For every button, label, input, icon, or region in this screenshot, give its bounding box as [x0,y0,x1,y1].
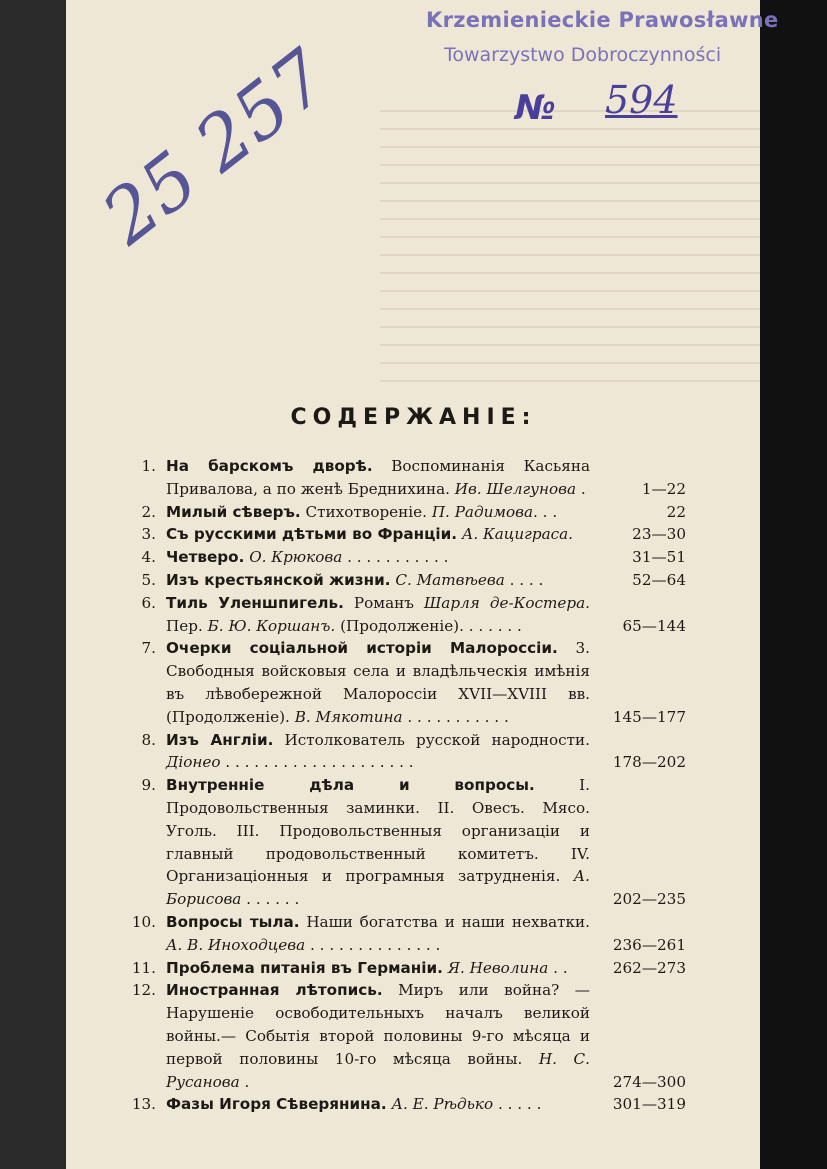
entry-author: Н. С. Русанова [166,1049,590,1091]
entry-text: Романъ [343,593,424,612]
entry-body [166,592,590,638]
stamp-number-label: № [515,88,556,128]
entry-translator: Б. Ю. Коршанъ. [207,616,336,635]
entry-pages: 1—22 [641,479,686,498]
entry-leader: . . . . . . . . . . . . . . . . . . . . [220,753,414,772]
table-of-contents [130,455,686,1116]
entry-author: С. Матвѣева [395,570,505,589]
toc-entry-3 [130,523,686,546]
toc-entry-8 [130,729,686,775]
entry-title: Тиль Уленшпигель. [166,593,344,612]
entry-leader: . . . . [504,570,544,589]
toc-entry-4 [130,546,686,569]
entry-title: Очерки соціальной исторіи Малороссіи. [166,639,558,658]
entry-text: I. Продовольственныя заминки. II. Овесъ. Мясо. Уголь. III. Продовольственныя организаціи и главный продовольственный комитетъ. IV. Организаціонныя и програмныя затрудненія. [166,776,590,886]
handwritten-inventory-number: 25 257 [87,33,345,261]
entry-title: На барскомъ дворѣ. [166,457,373,475]
entry-pages: 22 [666,502,686,521]
entry-body [166,774,590,911]
entry-author: А. Кациграса. [461,525,574,544]
library-stamp-line1: Krzemienieckie Prawosławne [426,8,779,32]
entry-title: Изъ крестьянской жизни. [166,570,391,589]
toc-entry-12 [130,979,686,1093]
entry-number: 11. [131,958,156,977]
entry-number: 10. [131,912,156,931]
entry-pages: 65—144 [622,616,686,635]
entry-number: 2. [141,502,156,521]
entry-leader: . . . . . . . . . . . [342,548,449,567]
entry-leader: (Продолженіе). . . . . . . [335,616,522,635]
entry-text: Истолкователь русской народности. [273,730,590,749]
toc-entry-2 [130,501,686,524]
entry-body [166,979,590,1093]
entry-author: А. В. Иноходцева [166,935,306,954]
entry-body [166,501,590,524]
entry-number: 13. [131,1095,156,1114]
entry-author: Шарля де-Костера. [423,593,590,612]
entry-leader: . . . . . . . . . . . [402,707,509,726]
toc-entry-6 [130,592,686,638]
entry-pages: 31—51 [632,548,686,567]
entry-title: Четверо. [166,548,245,567]
toc-entry-7 [130,637,686,728]
entry-title: Проблема питанія въ Германіи. [166,958,443,977]
entry-leader: . . [548,958,568,977]
entry-pages: 301—319 [612,1095,686,1114]
toc-entry-1 [130,455,686,501]
entry-pages: 52—64 [632,570,686,589]
entry-author: О. Крюкова [249,548,343,567]
entry-author: В. Мякотина [294,707,403,726]
entry-body [166,957,590,980]
entry-author: А. Борисова [166,867,590,909]
entry-body [166,911,590,957]
entry-title: Фазы Игоря Сѣверянина. [166,1095,387,1114]
page-title: СОДЕРЖАНІЕ: [290,405,537,430]
toc-entry-11 [130,957,686,980]
entry-number: 8. [141,730,156,749]
entry-author: А. Е. Рѣдько [391,1095,494,1114]
entry-number: 7. [141,639,156,658]
entry-author: Я. Неволина [447,958,549,977]
entry-number: 9. [141,776,156,795]
scan-edge [760,0,827,1169]
stamp-number-value: 594 [605,78,678,122]
entry-number: 1. [141,457,156,475]
toc-entry-10 [130,911,686,957]
entry-pages: 262—273 [612,958,686,977]
entry-title: Вопросы тыла. [166,912,300,931]
entry-title: Милый сѣверъ. [166,502,301,521]
entry-body [166,637,590,728]
entry-body [166,569,590,592]
entry-body [166,523,590,546]
entry-pages: 178—202 [612,753,686,772]
entry-leader: . [239,1072,250,1091]
entry-text-2: Пер. [166,616,208,635]
library-stamp-line2: Towarzystwo Dobroczynności [444,44,722,66]
entry-leader: . . . . . . [241,890,300,909]
toc-entry-9 [130,774,686,911]
entry-leader: . . . . . [493,1095,542,1114]
entry-title: Внутренніе дѣла и вопросы. [166,776,535,795]
entry-body [166,729,590,775]
entry-number: 3. [141,525,156,544]
entry-leader: . . . . . . . . . . . . . . [305,935,441,954]
entry-number: 6. [141,593,156,612]
entry-text: 3. Свободныя войсковыя села и владѣльческія имѣнія въ лѣвобережной Малороссіи XVII—XVIII вв. (Продолженіе). [166,639,590,726]
entry-leader: . . [537,502,558,521]
entry-number: 12. [131,981,156,1000]
entry-pages: 274—300 [612,1072,686,1091]
entry-title: Съ русскими дѣтьми во Франціи. [166,525,457,544]
entry-body [166,546,590,569]
entry-author: П. Радимова. [431,502,538,521]
entry-leader: . [576,479,586,498]
entry-pages: 236—261 [612,935,686,954]
bleed-through-text [380,110,760,390]
entry-pages: 145—177 [612,707,686,726]
entry-title: Иностранная лѣтопись. [166,981,383,1000]
entry-body [166,1093,590,1116]
entry-text: Стихотвореніе. [300,502,432,521]
entry-number: 5. [141,570,156,589]
entry-body [166,455,590,501]
entry-text: Миръ или война? —Нарушеніе освободительныхъ началъ великой войны.— Событія второй половины 9-го мѣсяца и первой половины 10-го мѣсяца войны. [166,981,590,1068]
toc-entry-5 [130,569,686,592]
entry-author: Діонео [166,753,221,772]
entry-text: Воспоминанія Касьяна Привалова, а по женѣ Бреднихина. [166,457,590,498]
entry-number: 4. [141,548,156,567]
toc-entry-13 [130,1093,686,1116]
entry-title: Изъ Англіи. [166,730,274,749]
entry-pages: 202—235 [612,890,686,909]
entry-pages: 23—30 [632,525,686,544]
entry-author: Ив. Шелгунова [454,479,577,498]
entry-text: Наши богатства и наши нехватки. [299,912,590,931]
